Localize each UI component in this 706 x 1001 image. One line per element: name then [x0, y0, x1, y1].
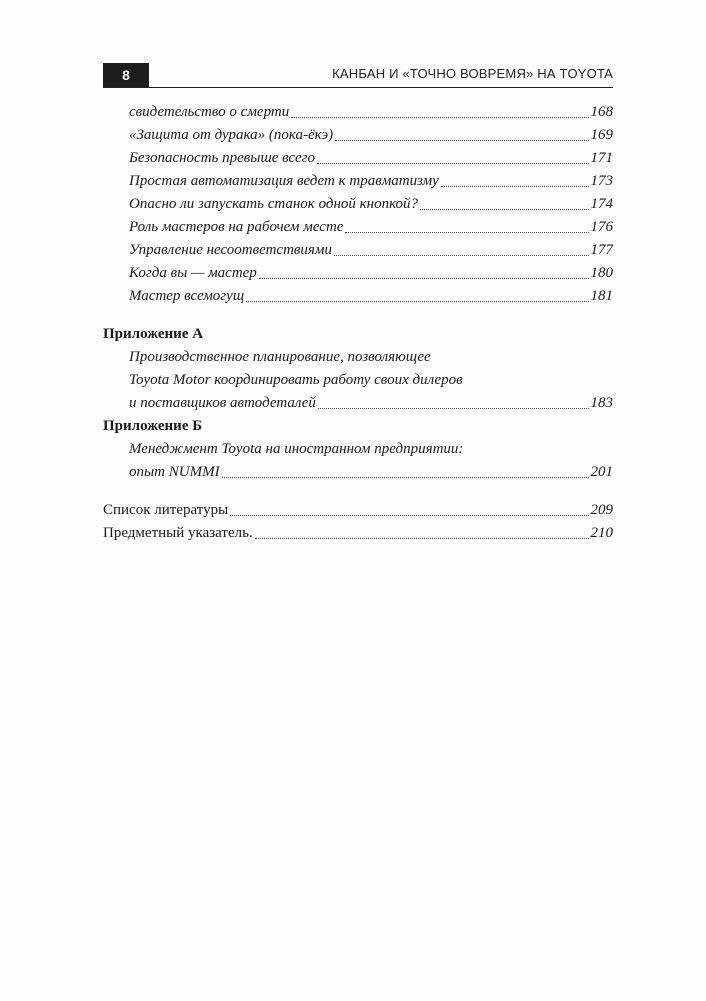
- appendix-a-line: Производственное планирование, позволяющее: [129, 349, 431, 365]
- toc-entry-appendix-a[interactable]: [103, 392, 613, 415]
- toc-entry-page: 201: [590, 464, 613, 480]
- dot-leader: [230, 514, 588, 516]
- toc-entry-index[interactable]: [103, 522, 613, 545]
- toc-entry-title: «Защита от дурака» (пока-ёкэ): [129, 127, 334, 143]
- toc-entry-page: 177: [590, 242, 613, 258]
- toc-entry[interactable]: [103, 262, 613, 285]
- toc-entry-title: свидетельство о смерти: [129, 104, 290, 120]
- toc-entry-title: Когда вы — мастер: [129, 265, 257, 281]
- toc-entry-page: 171: [590, 150, 613, 166]
- toc-entry-title: Опасно ли запускать станок одной кнопкой?: [129, 196, 419, 212]
- page-number: 8: [103, 63, 149, 87]
- toc-entry-title: Список литературы: [103, 502, 229, 518]
- dot-leader: [291, 116, 588, 118]
- dot-leader: [420, 208, 588, 210]
- dot-leader: [345, 231, 588, 233]
- toc-entry[interactable]: [103, 170, 613, 193]
- toc-entry-page: 168: [590, 104, 613, 120]
- dot-leader: [259, 277, 589, 279]
- toc-entry[interactable]: [103, 239, 613, 262]
- table-of-contents: [103, 101, 613, 545]
- toc-entry-title: Мастер всемогущ: [129, 288, 245, 304]
- toc-entry-title: опыт NUMMI: [129, 464, 220, 480]
- toc-entry-title: и поставщиков автодеталей: [129, 395, 316, 411]
- toc-entry-page: 210: [590, 525, 613, 541]
- toc-entry-page: 174: [590, 196, 613, 212]
- dot-leader: [334, 254, 589, 256]
- toc-entry-title: Безопасность превыше всего: [129, 150, 315, 166]
- appendix-a-heading: Приложение А: [103, 326, 204, 342]
- toc-entry-bibliography[interactable]: [103, 499, 613, 522]
- page-header: [103, 63, 613, 88]
- dot-leader: [222, 476, 589, 478]
- toc-entry[interactable]: [103, 216, 613, 239]
- toc-entry-title: Простая автоматизация ведет к травматизму: [129, 173, 439, 189]
- dot-leader: [317, 162, 589, 164]
- dot-leader: [255, 537, 589, 539]
- toc-entry-page: 176: [590, 219, 613, 235]
- dot-leader: [335, 139, 588, 141]
- toc-entry[interactable]: [103, 193, 613, 216]
- toc-entry-appendix-b[interactable]: [103, 461, 613, 484]
- toc-entry-page: 169: [590, 127, 613, 143]
- appendix-b-heading: Приложение Б: [103, 418, 203, 434]
- dot-leader: [318, 407, 589, 409]
- toc-entry-page: 183: [590, 395, 613, 411]
- toc-entry-title: Управление несоответствиями: [129, 242, 332, 258]
- toc-entry[interactable]: [103, 285, 613, 308]
- toc-entry-title: Предметный указатель.: [103, 525, 253, 541]
- dot-leader: [441, 185, 589, 187]
- toc-entry-page: 181: [590, 288, 613, 304]
- toc-entry[interactable]: [103, 147, 613, 170]
- dot-leader: [246, 300, 588, 302]
- appendix-a-line: Toyota Motor координировать работу своих дилеров: [129, 372, 463, 388]
- toc-entry-page: 209: [590, 502, 613, 518]
- toc-entry-page: 173: [590, 173, 613, 189]
- running-title: КАНБАН И «ТОЧНО ВОВРЕМЯ» НА TOYOTA: [332, 66, 613, 81]
- toc-entry[interactable]: [103, 124, 613, 147]
- toc-entry-page: 180: [590, 265, 613, 281]
- toc-entry[interactable]: [103, 101, 613, 124]
- toc-entry-title: Роль мастеров на рабочем месте: [129, 219, 344, 235]
- appendix-b-line: Менеджмент Toyota на иностранном предприятии:: [129, 441, 464, 457]
